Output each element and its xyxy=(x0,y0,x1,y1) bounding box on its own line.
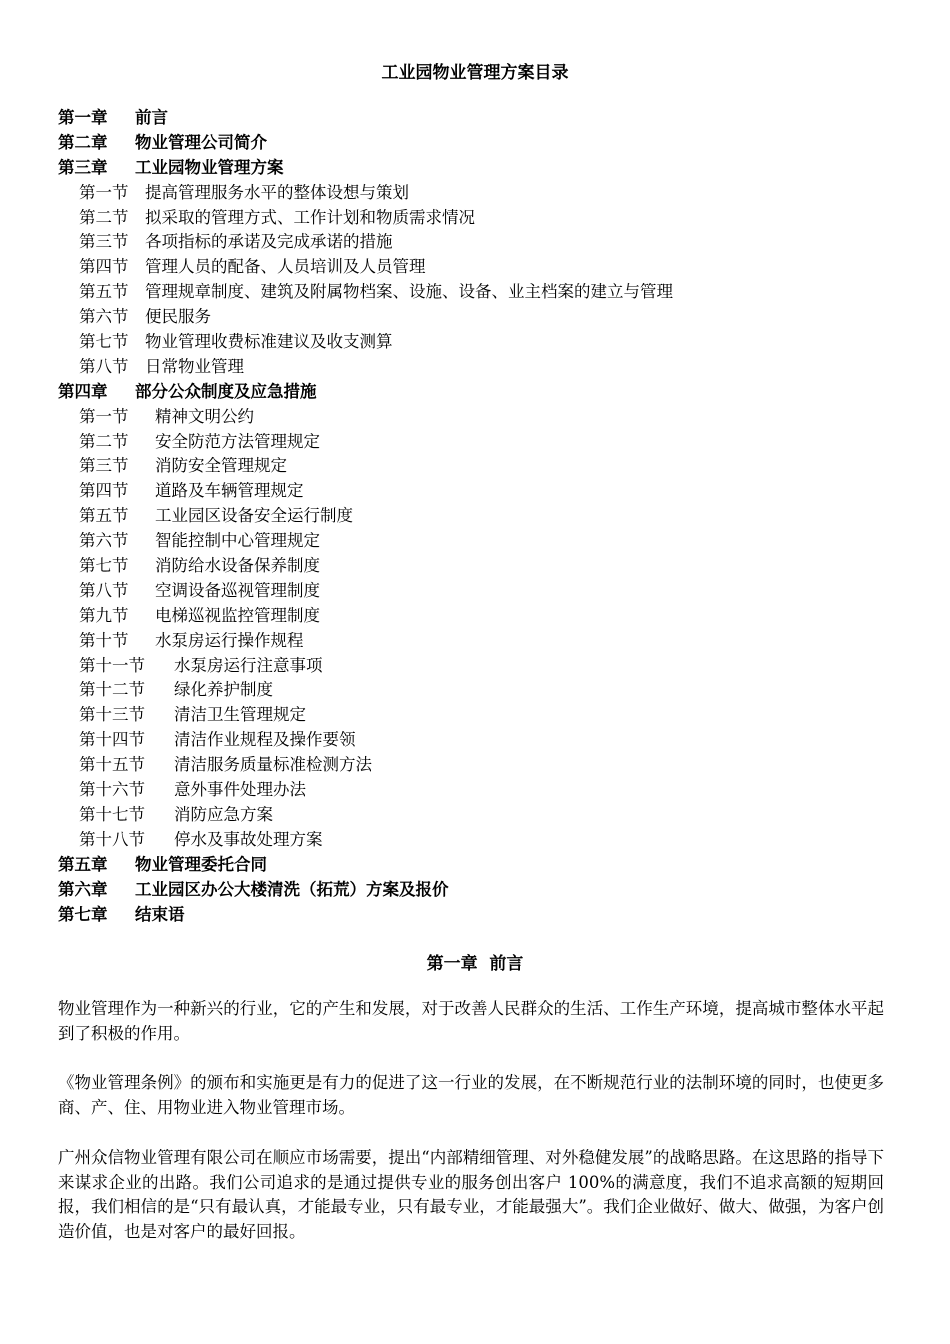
toc-text: 便民服务 xyxy=(145,307,211,327)
toc-chapter xyxy=(58,380,898,405)
toc-section xyxy=(58,405,898,430)
toc-text: 物业管理委托合同 xyxy=(135,854,267,874)
toc-number: 第三章 xyxy=(58,157,108,177)
toc-text: 前言 xyxy=(135,108,168,127)
toc-text: 管理规章制度、建筑及附属物档案、设施、设备、业主档案的建立与管理 xyxy=(145,282,673,302)
toc-text: 部分公众制度及应急措施 xyxy=(135,381,317,401)
toc-number: 第五节 xyxy=(79,506,129,526)
toc-section xyxy=(58,654,898,679)
toc-number: 第一章 xyxy=(58,108,108,127)
toc-number: 第十三节 xyxy=(79,705,145,725)
toc-text: 水泵房运行注意事项 xyxy=(174,655,323,675)
toc-chapter xyxy=(58,106,898,131)
toc-chapter xyxy=(58,156,898,181)
toc-text: 绿化养护制度 xyxy=(174,680,273,700)
toc-text: 安全防范方法管理规定 xyxy=(155,431,320,451)
toc-number: 第五节 xyxy=(79,282,129,302)
toc-text: 清洁作业规程及操作要领 xyxy=(174,730,356,750)
toc-section xyxy=(58,604,898,629)
toc-section xyxy=(58,778,898,803)
toc-number: 第二章 xyxy=(58,132,108,152)
toc-section xyxy=(58,803,898,828)
toc-text: 日常物业管理 xyxy=(145,356,244,376)
toc-number: 第十五节 xyxy=(79,755,145,775)
toc-text: 各项指标的承诺及完成承诺的措施 xyxy=(145,232,393,252)
toc-number: 第十二节 xyxy=(79,680,145,700)
toc-section xyxy=(58,206,898,231)
toc-section xyxy=(58,305,898,330)
toc-section xyxy=(58,678,898,703)
toc-text: 水泵房运行操作规程 xyxy=(155,630,304,650)
toc-number: 第六节 xyxy=(79,531,129,551)
toc-section xyxy=(58,181,898,206)
toc-number: 第五章 xyxy=(58,854,108,874)
toc-number: 第四节 xyxy=(79,481,129,501)
toc-number: 第一节 xyxy=(79,406,129,426)
toc-text: 精神文明公约 xyxy=(155,406,254,426)
toc-section xyxy=(58,454,898,479)
toc-number: 第六节 xyxy=(79,307,129,327)
paragraph: 物业管理作为一种新兴的行业，它的产生和发展，对于改善人民群众的生活、工作生产环境，提高城市整体水平起到了积极的作用。 xyxy=(58,999,884,1043)
toc-text: 电梯巡视监控管理制度 xyxy=(155,605,320,625)
toc-section xyxy=(58,629,898,654)
toc-chapter xyxy=(58,853,898,878)
toc-number: 第三节 xyxy=(79,456,129,476)
toc-section xyxy=(58,579,898,604)
toc-number: 第二节 xyxy=(79,431,129,451)
toc-number: 第八节 xyxy=(79,356,129,376)
toc-number: 第十一节 xyxy=(79,655,145,675)
paragraph: 《物业管理条例》的颁布和实施更是有力的促进了这一行业的发展，在不断规范行业的法制环境的同时，也使更多商、产、住、用物业进入物业管理市场。 xyxy=(58,1073,884,1118)
toc-chapter xyxy=(58,903,898,928)
toc-section xyxy=(58,703,898,728)
toc-text: 提高管理服务水平的整体设想与策划 xyxy=(145,182,409,202)
toc-number: 第四节 xyxy=(79,257,129,277)
toc-text: 消防安全管理规定 xyxy=(155,456,287,476)
toc-text: 意外事件处理办法 xyxy=(174,780,306,800)
toc-chapter xyxy=(58,878,898,903)
toc-text: 清洁服务质量标准检测方法 xyxy=(174,755,372,775)
toc-section xyxy=(58,753,898,778)
toc-number: 第十节 xyxy=(79,630,129,650)
toc-number: 第六章 xyxy=(58,879,108,899)
toc-text: 智能控制中心管理规定 xyxy=(155,531,320,551)
toc-text: 拟采取的管理方式、工作计划和物质需求情况 xyxy=(145,207,475,227)
toc-section xyxy=(58,230,898,255)
toc-number: 第十七节 xyxy=(79,804,145,824)
toc-section xyxy=(58,554,898,579)
toc-number: 第八节 xyxy=(79,580,129,600)
body-text xyxy=(58,997,884,1270)
toc-text: 停水及事故处理方案 xyxy=(174,829,323,849)
document-title: 工业园物业管理方案目录 xyxy=(381,63,569,83)
toc-number: 第七节 xyxy=(79,332,129,352)
toc-number: 第四章 xyxy=(58,381,108,401)
toc-section xyxy=(58,728,898,753)
toc-number: 第十六节 xyxy=(79,780,145,800)
toc-section xyxy=(58,255,898,280)
toc-text: 管理人员的配备、人员培训及人员管理 xyxy=(145,257,426,277)
toc-text: 消防给水设备保养制度 xyxy=(155,556,320,576)
toc-section xyxy=(58,828,898,853)
toc-text: 道路及车辆管理规定 xyxy=(155,481,304,501)
toc-text: 工业园区设备安全运行制度 xyxy=(155,506,353,526)
toc-text: 消防应急方案 xyxy=(174,804,273,824)
toc-number: 第九节 xyxy=(79,605,129,625)
toc-number: 第二节 xyxy=(79,207,129,227)
toc-text: 工业园物业管理方案 xyxy=(135,157,284,177)
toc-number: 第三节 xyxy=(79,232,129,252)
toc-text: 空调设备巡视管理制度 xyxy=(155,580,320,600)
table-of-contents xyxy=(58,106,898,927)
toc-text: 物业管理收费标准建议及收支测算 xyxy=(145,332,393,352)
toc-number: 第十四节 xyxy=(79,730,145,750)
toc-section xyxy=(58,355,898,380)
toc-number: 第一节 xyxy=(79,182,129,202)
toc-number: 第十八节 xyxy=(79,829,145,849)
toc-section xyxy=(58,529,898,554)
toc-section xyxy=(58,330,898,355)
section-heading: 第一章 前言 xyxy=(426,954,524,974)
toc-text: 物业管理公司简介 xyxy=(135,132,267,152)
toc-number: 第七章 xyxy=(58,904,108,924)
toc-text: 清洁卫生管理规定 xyxy=(174,705,306,725)
toc-section xyxy=(58,280,898,305)
paragraph: 广州众信物业管理有限公司在顺应市场需要，提出“内部精细管理、对外稳健发展”的战略思路。在这思路的指导下来谋求企业的出路。我们公司追求的是通过提供专业的服务创出客户 100%的满意度，我们不追求高额的短期回报，我们相信的是“只有最认真，才能最专业，只有最专业，才能最强大”。我们企业做好、做大、做强，为客户创造价值，也是对客户的最好回报。 xyxy=(58,1147,884,1242)
toc-text: 工业园区办公大楼清洗（拓荒）方案及报价 xyxy=(135,879,449,899)
toc-section xyxy=(58,479,898,504)
toc-section xyxy=(58,504,898,529)
toc-chapter xyxy=(58,131,898,156)
toc-text: 结束语 xyxy=(135,904,185,924)
toc-number: 第七节 xyxy=(79,556,129,576)
toc-section xyxy=(58,430,898,455)
